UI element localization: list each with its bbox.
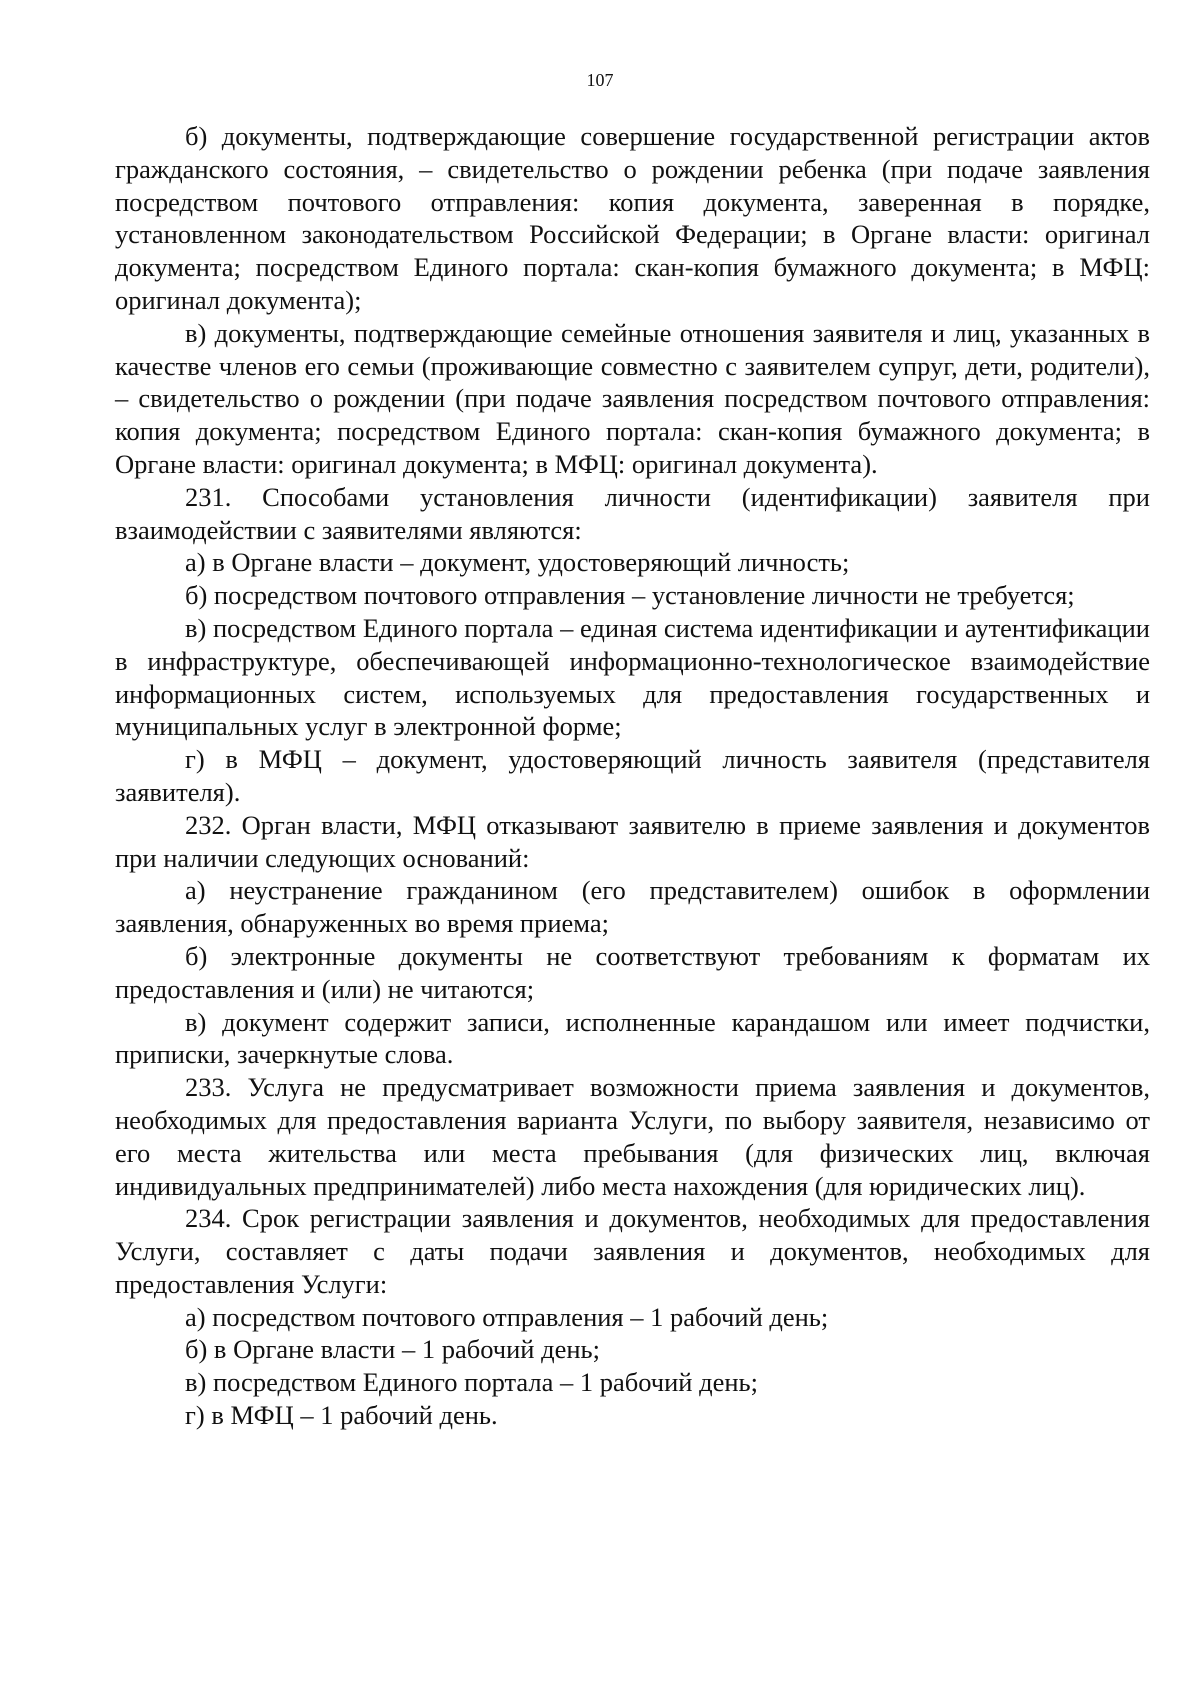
page-number: 107: [586, 70, 614, 90]
paragraph: в) документы, подтверждающие семейные отношения заявителя и лиц, указанных в качестве членов его семьи (проживающие совместно с заявителем супруг, дети, родители), – свидетельство о рождении (при подаче заявления посредством почтового отправления: копия документа; посредством Единого портала: скан-копия бумажного документа; в Органе власти: оригинал документа; в МФЦ: оригинал документа).: [115, 317, 1150, 479]
paragraph: а) посредством почтового отправления – 1 рабочий день;: [185, 1301, 829, 1332]
paragraph: а) неустранение гражданином (его представителем) ошибок в оформлении заявления, обнаруженных во время приема;: [115, 875, 1150, 939]
paragraph: г) в МФЦ – 1 рабочий день.: [185, 1400, 498, 1431]
paragraph: в) документ содержит записи, исполненные карандашом или имеет подчистки, приписки, зачеркнутые слова.: [115, 1006, 1150, 1070]
paragraph: 231. Способами установления личности (идентификации) заявителя при взаимодействии с заявителями являются:: [115, 481, 1150, 545]
paragraph: в) посредством Единого портала – 1 рабочий день;: [185, 1367, 758, 1398]
document-body: [115, 120, 1150, 1432]
paragraph: а) в Органе власти – документ, удостоверяющий личность;: [185, 547, 850, 578]
paragraph: 232. Орган власти, МФЦ отказывают заявителю в приеме заявления и документов при наличии следующих оснований:: [115, 809, 1150, 873]
paragraph: 234. Срок регистрации заявления и документов, необходимых для предоставления Услуги, составляет с даты подачи заявления и документов, необходимых для предоставления Услуги:: [115, 1203, 1150, 1299]
paragraph: б) электронные документы не соответствуют требованиям к форматам их предоставления и (или) не читаются;: [115, 940, 1150, 1004]
paragraph: в) посредством Единого портала – единая система идентификации и аутентификации в инфраструктуре, обеспечивающей информационно-технологическое взаимодействие информационных систем, используемых для предоставления государственных и муниципальных услуг в электронной форме;: [115, 612, 1150, 742]
paragraph: 233. Услуга не предусматривает возможности приема заявления и документов, необходимых для предоставления варианта Услуги, по выбору заявителя, независимо от его места жительства или места пребывания (для физических лиц, включая индивидуальных предпринимателей) либо места нахождения (для юридических лиц).: [115, 1072, 1150, 1201]
paragraph: б) посредством почтового отправления – установление личности не требуется;: [185, 580, 1075, 611]
paragraph: г) в МФЦ – документ, удостоверяющий личность заявителя (представителя заявителя).: [115, 744, 1150, 807]
paragraph: б) в Органе власти – 1 рабочий день;: [185, 1334, 600, 1365]
paragraph: б) документы, подтверждающие совершение государственной регистрации актов гражданского состояния, – свидетельство о рождении ребенка (при подаче заявления посредством почтового отправления: копия документа, заверенная в порядке, установленном законодательством Российской Федерации; в Органе власти: оригинал документа; посредством Единого портала: скан-копия бумажного документа; в МФЦ: оригинал документа);: [115, 121, 1150, 315]
